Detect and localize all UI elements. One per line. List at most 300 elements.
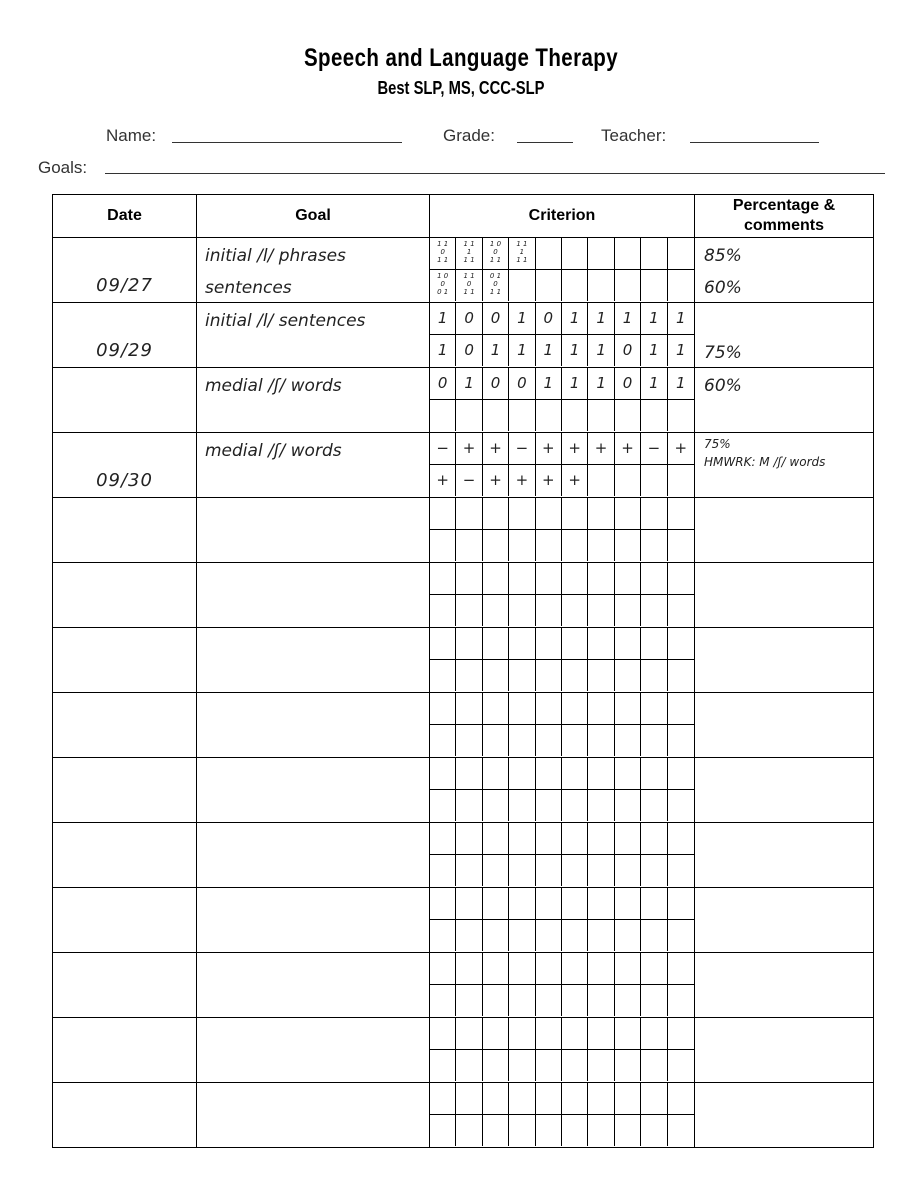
date-cell[interactable] [53,888,197,953]
date-cell[interactable] [53,563,197,628]
criterion-box[interactable] [641,888,667,920]
criterion-box[interactable] [668,498,694,530]
criterion-box[interactable]: 1 [509,303,535,335]
criterion-box[interactable]: 1 1 1 1 1 [456,238,482,270]
criterion-box[interactable] [430,400,456,431]
criterion-box[interactable] [509,985,535,1016]
criterion-box[interactable] [668,985,694,1016]
criterion-box[interactable] [536,725,562,756]
criterion-box[interactable] [483,823,509,855]
criterion-box[interactable] [588,660,614,691]
criterion-box[interactable] [588,465,614,496]
criterion-box[interactable] [509,888,535,920]
criterion-box[interactable] [668,595,694,626]
criterion-box[interactable] [668,563,694,595]
criterion-box[interactable]: 1 [536,335,562,366]
criterion-box[interactable]: − [641,433,667,465]
criterion-box[interactable] [641,1115,667,1146]
criterion-box[interactable] [641,920,667,951]
criterion-box[interactable] [483,563,509,595]
criterion-box[interactable]: 1 [588,335,614,366]
criterion-box[interactable] [562,498,588,530]
criterion-box[interactable] [668,758,694,790]
criterion-box[interactable] [536,1050,562,1081]
comments-cell[interactable] [695,823,874,888]
criterion-box[interactable] [588,985,614,1016]
criterion-box[interactable]: 1 [615,303,641,335]
criterion-box[interactable] [483,725,509,756]
criterion-box[interactable] [588,498,614,530]
criterion-box[interactable] [588,400,614,431]
criterion-box[interactable] [668,920,694,951]
criterion-box[interactable] [483,498,509,530]
criterion-box[interactable] [456,855,482,886]
criterion-box[interactable] [430,888,456,920]
criterion-box[interactable]: 0 [483,368,509,400]
criterion-box[interactable] [456,1018,482,1050]
criterion-box[interactable] [509,1083,535,1115]
criterion-box[interactable] [536,888,562,920]
criterion-box[interactable] [562,888,588,920]
goal-cell[interactable] [197,433,430,498]
criterion-box[interactable]: + [509,465,535,496]
criterion-box[interactable] [483,758,509,790]
criterion-box[interactable] [456,660,482,691]
criterion-box[interactable] [456,530,482,561]
criterion-box[interactable] [641,400,667,431]
criterion-box[interactable] [641,465,667,496]
criterion-box[interactable] [562,693,588,725]
date-cell[interactable] [53,823,197,888]
criterion-box[interactable] [562,1115,588,1146]
criterion-box[interactable] [668,238,694,270]
criterion-box[interactable] [641,563,667,595]
criterion-box[interactable] [615,693,641,725]
criterion-box[interactable] [615,855,641,886]
comments-cell[interactable] [695,888,874,953]
criterion-box[interactable]: 1 [562,303,588,335]
criterion-box[interactable] [588,563,614,595]
criterion-box[interactable] [509,498,535,530]
criterion-box[interactable] [536,563,562,595]
name-field[interactable] [172,142,402,143]
criterion-box[interactable]: 1 [668,303,694,335]
criterion-box[interactable]: + [483,433,509,465]
criterion-box[interactable]: 1 [641,335,667,366]
criterion-box[interactable] [509,758,535,790]
criterion-box[interactable]: 1 [536,368,562,400]
criterion-box[interactable]: 1 [430,335,456,366]
comments-cell[interactable] [695,758,874,823]
criterion-box[interactable] [641,693,667,725]
goal-cell[interactable] [197,1018,430,1083]
comments-cell[interactable] [695,433,874,498]
criterion-box[interactable] [668,725,694,756]
criterion-box[interactable]: 1 [562,335,588,366]
criterion-box[interactable] [483,660,509,691]
criterion-box[interactable] [509,790,535,821]
criterion-box[interactable]: + [562,465,588,496]
criterion-box[interactable] [641,1083,667,1115]
criterion-box[interactable] [536,270,562,301]
criterion-box[interactable] [456,400,482,431]
criterion-box[interactable]: 1 [430,303,456,335]
criterion-box[interactable] [456,693,482,725]
criterion-box[interactable] [588,855,614,886]
criterion-box[interactable] [509,823,535,855]
criterion-box[interactable] [509,530,535,561]
criterion-box[interactable]: 0 [456,303,482,335]
criterion-box[interactable] [456,725,482,756]
criterion-box[interactable] [483,1050,509,1081]
criterion-box[interactable]: 0 [430,368,456,400]
goal-cell[interactable] [197,823,430,888]
criterion-box[interactable] [536,660,562,691]
criterion-box[interactable] [588,270,614,301]
criterion-box[interactable] [430,823,456,855]
criterion-box[interactable] [615,498,641,530]
criterion-box[interactable]: − [456,465,482,496]
criterion-box[interactable] [483,920,509,951]
criterion-box[interactable] [536,1018,562,1050]
criterion-box[interactable] [509,270,535,301]
criterion-box[interactable] [536,920,562,951]
criterion-box[interactable] [588,628,614,660]
criterion-box[interactable]: + [588,433,614,465]
date-cell[interactable] [53,1083,197,1148]
criterion-box[interactable]: 1 0 0 0 1 [430,270,456,301]
criterion-box[interactable] [641,530,667,561]
goal-cell[interactable] [197,1083,430,1148]
criterion-box[interactable]: 0 [509,368,535,400]
criterion-box[interactable] [536,628,562,660]
criterion-box[interactable] [430,693,456,725]
criterion-box[interactable]: + [562,433,588,465]
criterion-box[interactable] [641,855,667,886]
criterion-box[interactable] [615,985,641,1016]
criterion-box[interactable] [668,465,694,496]
criterion-box[interactable] [456,920,482,951]
criterion-box[interactable] [562,1050,588,1081]
criterion-box[interactable] [668,1018,694,1050]
criterion-box[interactable] [562,1018,588,1050]
criterion-box[interactable] [588,530,614,561]
criterion-box[interactable] [456,498,482,530]
criterion-box[interactable] [483,985,509,1016]
criterion-box[interactable] [641,1018,667,1050]
criterion-box[interactable] [483,1115,509,1146]
criterion-box[interactable] [536,790,562,821]
date-cell[interactable] [53,693,197,758]
criterion-box[interactable] [668,530,694,561]
criterion-box[interactable] [536,595,562,626]
criterion-box[interactable]: 0 [615,368,641,400]
criterion-box[interactable] [641,628,667,660]
criterion-box[interactable] [615,400,641,431]
criterion-box[interactable] [562,660,588,691]
criterion-box[interactable] [509,920,535,951]
criterion-box[interactable] [456,953,482,985]
criterion-box[interactable] [483,888,509,920]
criterion-box[interactable] [641,660,667,691]
criterion-box[interactable] [668,1050,694,1081]
criterion-box[interactable] [483,855,509,886]
criterion-box[interactable] [615,1018,641,1050]
criterion-box[interactable] [615,563,641,595]
criterion-box[interactable]: + [668,433,694,465]
criterion-box[interactable] [641,985,667,1016]
criterion-box[interactable] [668,953,694,985]
criterion-box[interactable]: 1 1 0 1 1 [456,270,482,301]
criterion-box[interactable] [483,400,509,431]
criterion-box[interactable] [562,270,588,301]
criterion-box[interactable] [668,823,694,855]
criterion-box[interactable] [588,1050,614,1081]
criterion-box[interactable] [562,953,588,985]
criterion-box[interactable] [430,985,456,1016]
criterion-box[interactable] [668,1115,694,1146]
criterion-box[interactable]: 1 [641,303,667,335]
criterion-box[interactable] [588,1018,614,1050]
criterion-box[interactable] [562,790,588,821]
criterion-box[interactable] [641,725,667,756]
goal-cell[interactable] [197,368,430,433]
criterion-box[interactable] [536,400,562,431]
criterion-box[interactable] [430,855,456,886]
criterion-box[interactable] [456,790,482,821]
criterion-box[interactable] [430,758,456,790]
criterion-box[interactable] [509,725,535,756]
criterion-box[interactable] [483,595,509,626]
criterion-box[interactable] [562,920,588,951]
criterion-box[interactable]: 1 [456,368,482,400]
criterion-box[interactable]: 1 1 0 1 1 [430,238,456,270]
criterion-box[interactable] [562,1083,588,1115]
date-cell[interactable] [53,628,197,693]
criterion-box[interactable] [430,1083,456,1115]
criterion-box[interactable] [536,1115,562,1146]
criterion-box[interactable]: 1 [641,368,667,400]
criterion-box[interactable]: − [509,433,535,465]
criterion-box[interactable]: 1 [588,303,614,335]
criterion-box[interactable] [536,855,562,886]
teacher-field[interactable] [690,142,819,143]
criterion-box[interactable]: + [430,465,456,496]
criterion-box[interactable] [456,985,482,1016]
criterion-box[interactable] [562,628,588,660]
criterion-box[interactable] [430,725,456,756]
comments-cell[interactable] [695,498,874,563]
date-cell[interactable]: 09/27 [53,238,197,303]
criterion-box[interactable] [668,628,694,660]
criterion-box[interactable] [562,595,588,626]
comments-cell[interactable] [695,1018,874,1083]
goal-cell[interactable] [197,238,430,303]
criterion-box[interactable] [509,855,535,886]
criterion-box[interactable] [588,758,614,790]
criterion-box[interactable] [562,530,588,561]
criterion-box[interactable] [588,953,614,985]
criterion-box[interactable] [536,238,562,270]
criterion-box[interactable] [509,693,535,725]
criterion-box[interactable]: 1 0 0 1 1 [483,238,509,270]
criterion-box[interactable]: 0 1 0 1 1 [483,270,509,301]
criterion-box[interactable] [509,1050,535,1081]
comments-cell[interactable] [695,238,874,303]
criterion-box[interactable] [430,920,456,951]
criterion-box[interactable] [615,920,641,951]
criterion-box[interactable] [668,888,694,920]
comments-cell[interactable] [695,693,874,758]
criterion-box[interactable] [562,985,588,1016]
criterion-box[interactable] [615,660,641,691]
criterion-box[interactable] [588,725,614,756]
date-cell[interactable] [53,1018,197,1083]
criterion-box[interactable] [509,660,535,691]
criterion-box[interactable] [641,823,667,855]
criterion-box[interactable] [615,270,641,301]
criterion-box[interactable] [430,498,456,530]
criterion-box[interactable] [456,758,482,790]
criterion-box[interactable]: 1 [668,368,694,400]
comments-cell[interactable] [695,563,874,628]
criterion-box[interactable] [509,563,535,595]
criterion-box[interactable]: + [536,433,562,465]
criterion-box[interactable] [456,1050,482,1081]
criterion-box[interactable] [615,953,641,985]
comments-cell[interactable] [695,368,874,433]
criterion-box[interactable]: 1 [676,341,686,359]
grade-field[interactable] [517,142,573,143]
criterion-box[interactable] [588,238,614,270]
criterion-box[interactable] [641,498,667,530]
date-cell[interactable] [53,498,197,563]
criterion-box[interactable] [588,1083,614,1115]
criterion-box[interactable] [536,953,562,985]
criterion-box[interactable] [641,953,667,985]
criterion-box[interactable] [562,400,588,431]
criterion-box[interactable] [562,823,588,855]
criterion-box[interactable] [588,693,614,725]
criterion-box[interactable]: + [615,433,641,465]
criterion-box[interactable]: 0 [456,335,482,366]
criterion-box[interactable] [615,530,641,561]
criterion-box[interactable] [509,1018,535,1050]
criterion-box[interactable] [615,823,641,855]
criterion-box[interactable] [509,953,535,985]
criterion-box[interactable]: + [456,433,482,465]
criterion-box[interactable] [483,693,509,725]
criterion-box[interactable]: 0 [483,303,509,335]
criterion-box[interactable]: 1 [509,335,535,366]
criterion-box[interactable] [668,693,694,725]
goal-cell[interactable] [197,888,430,953]
criterion-box[interactable] [562,238,588,270]
goal-cell[interactable] [197,628,430,693]
criterion-box[interactable] [588,888,614,920]
criterion-box[interactable] [456,823,482,855]
criterion-box[interactable]: 0 [615,335,641,366]
criterion-box[interactable] [668,1083,694,1115]
criterion-box[interactable] [562,855,588,886]
criterion-box[interactable]: 0 [536,303,562,335]
criterion-box[interactable] [430,1018,456,1050]
goal-cell[interactable] [197,953,430,1018]
criterion-box[interactable] [456,628,482,660]
criterion-box[interactable] [641,1050,667,1081]
date-cell[interactable] [53,368,197,433]
criterion-box[interactable] [430,660,456,691]
comments-cell[interactable] [695,628,874,693]
criterion-box[interactable] [430,628,456,660]
date-cell[interactable]: 09/29 [53,303,197,368]
criterion-box[interactable] [615,1115,641,1146]
criterion-box[interactable] [562,563,588,595]
goal-cell[interactable] [197,758,430,823]
criterion-box[interactable] [562,758,588,790]
criterion-box[interactable]: + [536,465,562,496]
criterion-box[interactable] [536,1083,562,1115]
criterion-box[interactable] [509,400,535,431]
criterion-box[interactable] [641,238,667,270]
criterion-box[interactable] [430,530,456,561]
criterion-box[interactable] [615,238,641,270]
criterion-box[interactable] [641,595,667,626]
criterion-box[interactable] [615,465,641,496]
goal-cell[interactable] [197,563,430,628]
criterion-box[interactable]: 1 [483,335,509,366]
criterion-box[interactable] [615,725,641,756]
criterion-box[interactable] [615,888,641,920]
criterion-box[interactable] [430,563,456,595]
criterion-box[interactable] [615,628,641,660]
criterion-box[interactable] [456,1115,482,1146]
criterion-box[interactable] [615,1083,641,1115]
criterion-box[interactable] [668,790,694,821]
criterion-box[interactable]: − [430,433,456,465]
criterion-box[interactable] [536,693,562,725]
date-cell[interactable]: 09/30 [53,433,197,498]
criterion-box[interactable] [430,790,456,821]
criterion-box[interactable] [430,1115,456,1146]
criterion-box[interactable] [641,270,667,301]
criterion-box[interactable] [483,530,509,561]
comments-cell[interactable] [695,303,874,368]
criterion-box[interactable] [668,400,694,431]
criterion-box[interactable] [588,823,614,855]
criterion-box[interactable] [536,823,562,855]
criterion-box[interactable] [562,725,588,756]
criterion-box[interactable] [536,985,562,1016]
criterion-box[interactable]: 1 [588,368,614,400]
criterion-box[interactable] [615,595,641,626]
criterion-box[interactable] [483,628,509,660]
comments-cell[interactable] [695,953,874,1018]
criterion-box[interactable] [668,270,694,301]
criterion-box[interactable] [615,758,641,790]
goal-cell[interactable] [197,498,430,563]
criterion-box[interactable]: 1 1 1 1 1 [509,238,535,270]
criterion-box[interactable]: + [483,465,509,496]
criterion-box[interactable] [536,530,562,561]
criterion-box[interactable]: 1 [562,368,588,400]
criterion-box[interactable] [456,1083,482,1115]
criterion-box[interactable] [536,498,562,530]
criterion-box[interactable] [588,595,614,626]
criterion-box[interactable] [536,758,562,790]
date-cell[interactable] [53,953,197,1018]
criterion-box[interactable] [483,790,509,821]
